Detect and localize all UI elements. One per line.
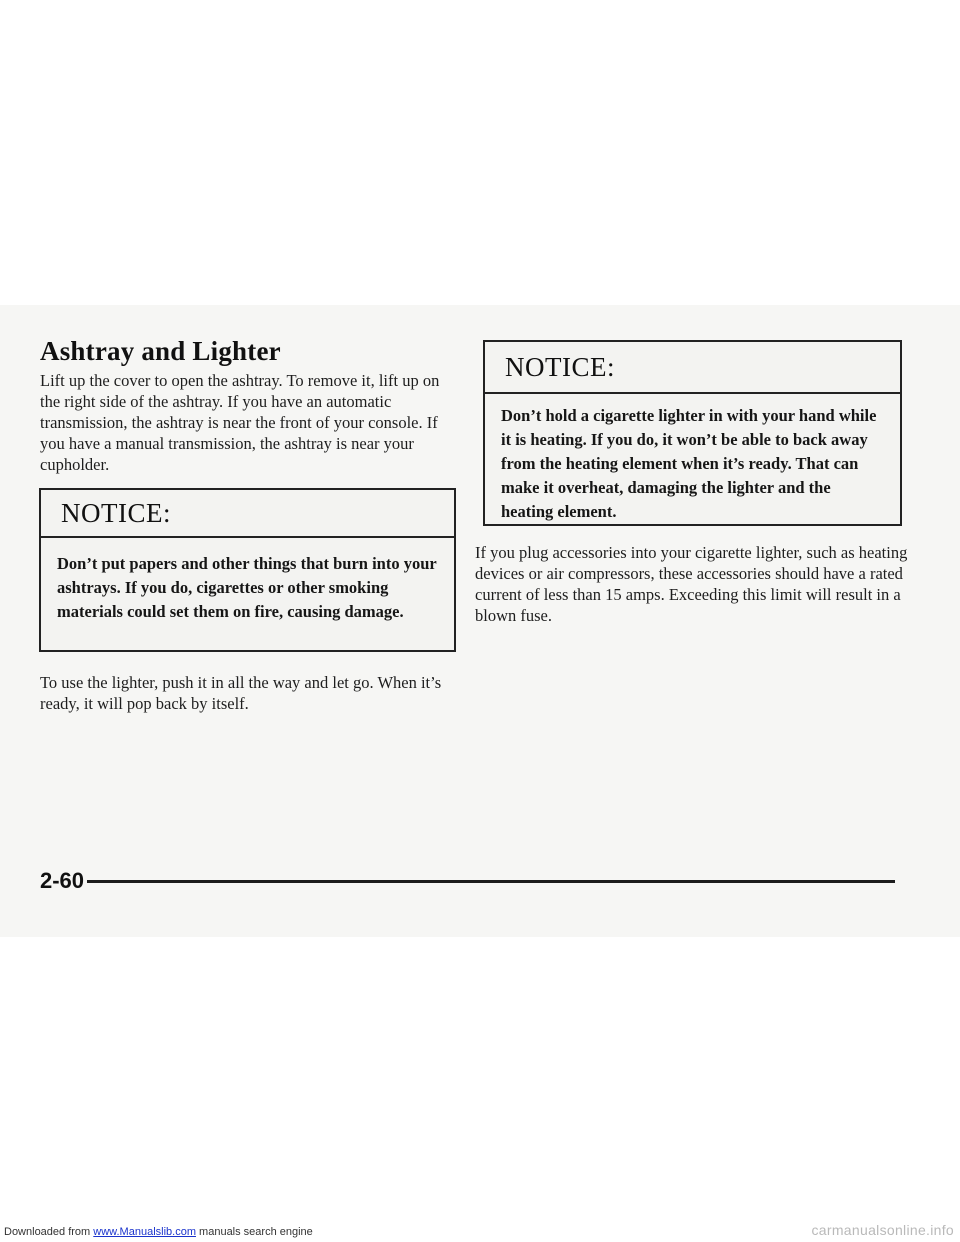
footer-rule [87, 880, 895, 883]
watermark: carmanualsonline.info [811, 1222, 954, 1238]
accessories-paragraph: If you plug accessories into your cigarette lighter, such as heating devices or air compressors, these accessories should have a rated current of less than 15 amps. Exceeding this limit will result in a blown fuse. [475, 543, 908, 625]
notice-header [485, 342, 900, 394]
ashtray-intro-paragraph: Lift up the cover to open the ashtray. To remove it, lift up on the right side of the ashtray. If you have an automatic transmission, the ashtray is near the front of your console. If you have a manual transmission, the ashtray is near your cupholder. [40, 371, 440, 474]
page-number: 2-60 [40, 868, 85, 893]
ashtray-notice-box [39, 488, 456, 652]
download-prefix: Downloaded from [4, 1226, 91, 1238]
notice-header [41, 490, 454, 538]
notice-text: Don’t hold a cigarette lighter in with your hand while it is heating. If you do, it won’t be able to back away from the heating element when it’s ready. That can make it overheat, damaging the lighter and the heating element. [501, 406, 877, 521]
section-title: Ashtray and Lighter [40, 336, 281, 366]
lighter-use-paragraph: To use the lighter, push it in all the way and let go. When it’s ready, it will pop back by itself. [40, 673, 442, 713]
notice-label: NOTICE: [61, 497, 171, 528]
manualslib-link[interactable]: www.Manualslib.com [93, 1226, 196, 1238]
download-note [4, 1226, 313, 1238]
download-suffix: manuals search engine [199, 1226, 313, 1238]
lighter-notice-box [483, 340, 902, 526]
notice-text: Don’t put papers and other things that burn into your ashtrays. If you do, cigarettes or other smoking materials could set them on fire, causing damage. [57, 554, 437, 621]
notice-label: NOTICE: [505, 351, 615, 382]
